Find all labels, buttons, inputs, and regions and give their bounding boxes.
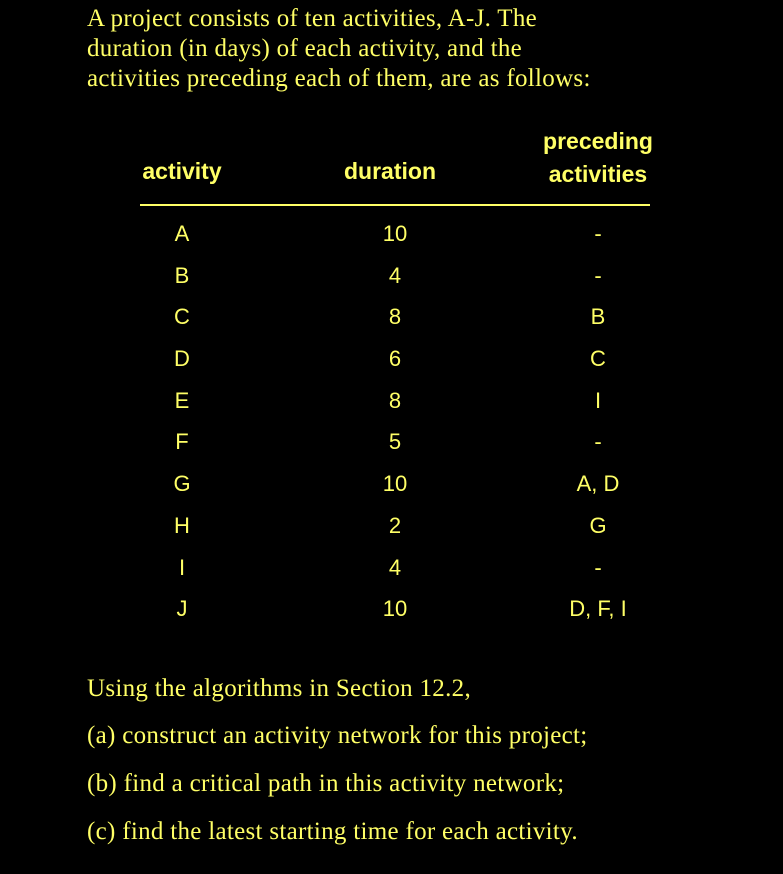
- cell-duration: 8: [388, 387, 402, 413]
- cell-duration: 6: [388, 346, 402, 372]
- cell-activity: C: [174, 304, 190, 330]
- cell-preceding: -: [594, 262, 602, 288]
- cell-preceding: A, D: [576, 471, 620, 497]
- cell-preceding: -: [594, 429, 602, 455]
- task-intro: Using the algorithms in Section 12.2,: [87, 675, 471, 702]
- cell-preceding: -: [594, 554, 602, 580]
- cell-preceding: C: [590, 346, 606, 372]
- table-row: [0, 338, 783, 380]
- cell-activity: G: [173, 471, 191, 497]
- problem-line: duration (in days) of each activity, and the: [87, 35, 523, 62]
- table-row: [0, 421, 783, 463]
- header-preceding-line1: preceding: [543, 128, 653, 154]
- cell-duration: 8: [388, 304, 402, 330]
- task-item: (a) construct an activity network for this project;: [87, 722, 588, 749]
- table-row: [0, 588, 783, 630]
- cell-preceding: G: [589, 512, 607, 538]
- problem-line: activities preceding each of them, are as follows:: [87, 65, 591, 92]
- task-item: (c) find the latest starting time for each activity.: [87, 818, 578, 845]
- cell-activity: B: [174, 262, 190, 288]
- cell-duration: 10: [382, 596, 408, 622]
- header-duration: duration: [344, 158, 436, 184]
- cell-activity: I: [178, 554, 186, 580]
- table-row: [0, 547, 783, 589]
- table-row: [0, 463, 783, 505]
- cell-duration: 2: [388, 512, 402, 538]
- activity-table: [0, 213, 783, 630]
- cell-preceding: D, F, I: [569, 596, 627, 622]
- header-preceding-line2: activities: [548, 161, 648, 187]
- cell-duration: 5: [388, 429, 402, 455]
- task-item: (b) find a critical path in this activity network;: [87, 770, 565, 797]
- cell-preceding: I: [594, 387, 602, 413]
- cell-activity: F: [175, 429, 189, 455]
- cell-preceding: B: [590, 304, 606, 330]
- header-preceding-activities: [528, 125, 668, 191]
- cell-duration: 4: [388, 554, 402, 580]
- table-row: [0, 296, 783, 338]
- table-row: [0, 505, 783, 547]
- header-activity: activity: [142, 158, 222, 184]
- cell-activity: E: [174, 387, 190, 413]
- cell-activity: A: [174, 221, 190, 246]
- table-row: [0, 213, 783, 255]
- table-header-divider: [140, 204, 650, 206]
- problem-statement: [87, 4, 767, 94]
- table-row: [0, 380, 783, 422]
- cell-duration: 4: [388, 262, 402, 288]
- table-row: [0, 255, 783, 297]
- cell-activity: H: [174, 512, 190, 538]
- problem-line: A project consists of ten activities, A-J. The: [87, 5, 538, 32]
- cell-preceding: -: [594, 221, 602, 246]
- task-list: [87, 672, 777, 856]
- cell-duration: 10: [382, 221, 408, 246]
- cell-activity: J: [176, 596, 188, 622]
- cell-duration: 10: [382, 471, 408, 497]
- cell-activity: D: [174, 346, 190, 372]
